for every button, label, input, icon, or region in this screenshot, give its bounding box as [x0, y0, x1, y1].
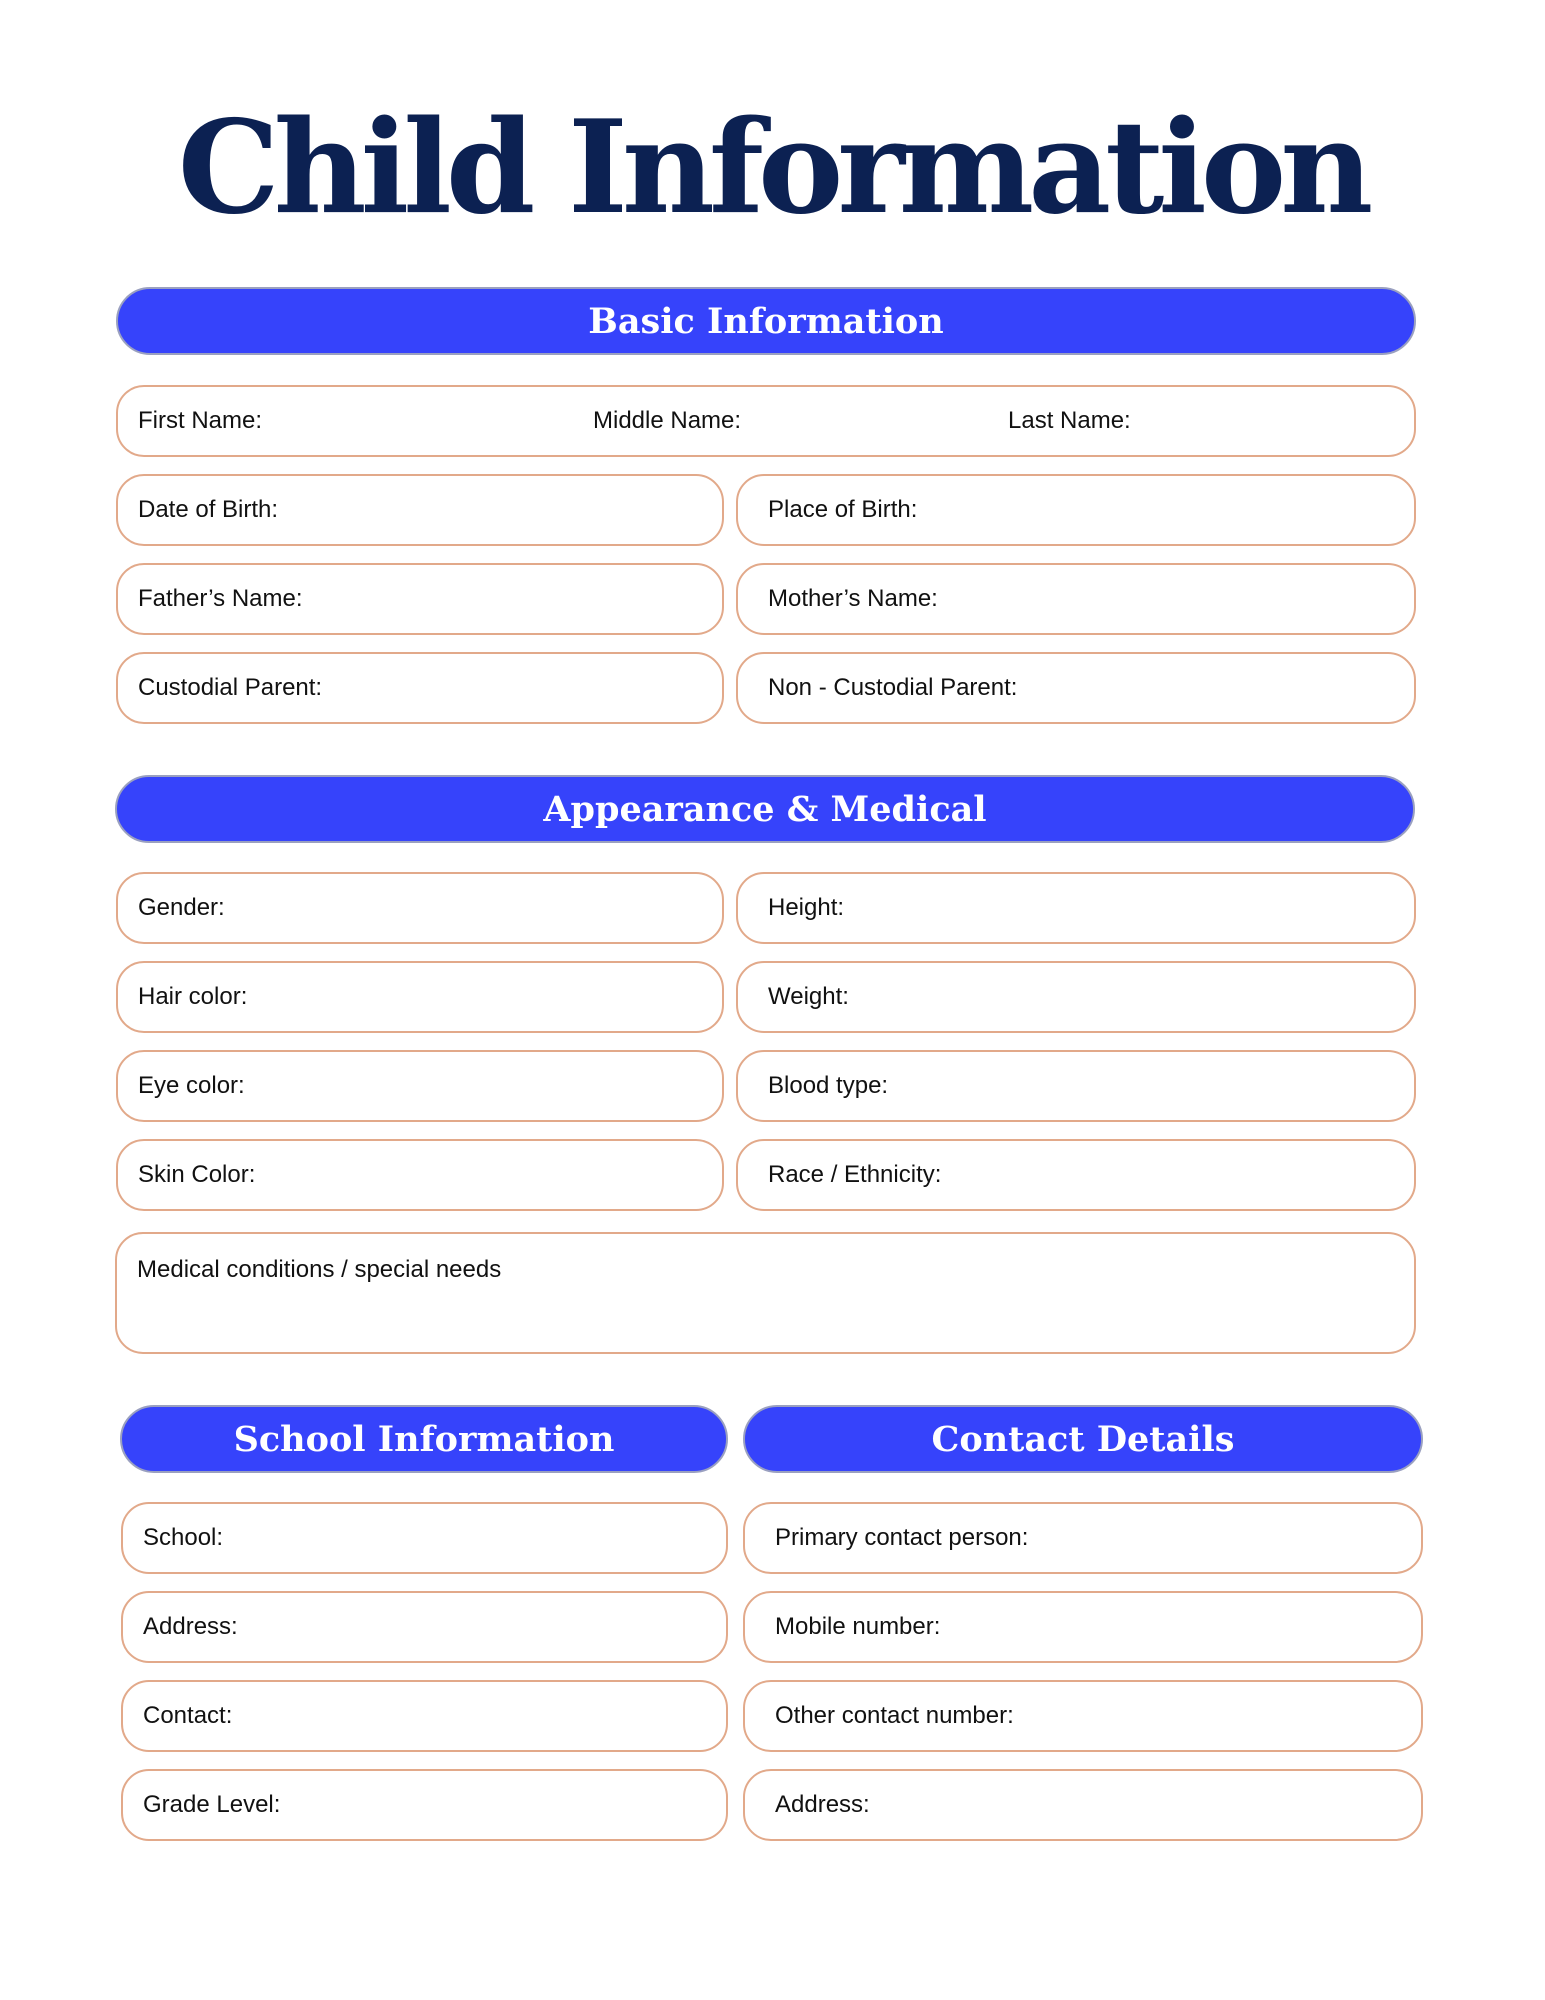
- eye-color-field[interactable]: [116, 1050, 724, 1122]
- weight-label: Weight:: [768, 983, 849, 1010]
- place-of-birth-label: Place of Birth:: [768, 496, 918, 523]
- date-of-birth-label: Date of Birth:: [138, 496, 279, 523]
- school-address-label: Address:: [143, 1613, 238, 1640]
- non-custodial-parent-field[interactable]: [736, 652, 1416, 724]
- school-label: School:: [143, 1524, 224, 1551]
- contact-address-label: Address:: [775, 1791, 870, 1818]
- section-header-appearance-medical: Appearance & Medical: [115, 775, 1415, 843]
- first-name-label: First Name:: [138, 407, 263, 434]
- place-of-birth-field[interactable]: [736, 474, 1416, 546]
- custodial-parent-label: Custodial Parent:: [138, 674, 323, 701]
- other-contact-number-field[interactable]: [743, 1680, 1423, 1752]
- mothers-name-label: Mother’s Name:: [768, 585, 938, 612]
- fathers-name-field[interactable]: [116, 563, 724, 635]
- medical-conditions-field[interactable]: [115, 1232, 1416, 1354]
- height-field[interactable]: [736, 872, 1416, 944]
- section-header-basic-information: Basic Information: [116, 287, 1416, 355]
- primary-contact-field[interactable]: [743, 1502, 1423, 1574]
- weight-field[interactable]: [736, 961, 1416, 1033]
- contact-address-field[interactable]: [743, 1769, 1423, 1841]
- last-name-label: Last Name:: [1008, 407, 1131, 434]
- medical-conditions-label: Medical conditions / special needs: [137, 1256, 502, 1283]
- gender-label: Gender:: [138, 894, 225, 921]
- blood-type-label: Blood type:: [768, 1072, 889, 1099]
- school-field[interactable]: [121, 1502, 728, 1574]
- hair-color-label: Hair color:: [138, 983, 248, 1010]
- gender-field[interactable]: [116, 872, 724, 944]
- middle-name-label: Middle Name:: [593, 407, 742, 434]
- eye-color-label: Eye color:: [138, 1072, 245, 1099]
- non-custodial-parent-label: Non - Custodial Parent:: [768, 674, 1018, 701]
- mothers-name-field[interactable]: [736, 563, 1416, 635]
- skin-color-label: Skin Color:: [138, 1161, 256, 1188]
- other-contact-number-label: Other contact number:: [775, 1702, 1014, 1729]
- grade-level-label: Grade Level:: [143, 1791, 281, 1818]
- mobile-number-field[interactable]: [743, 1591, 1423, 1663]
- hair-color-field[interactable]: [116, 961, 724, 1033]
- section-header-school-information: School Information: [120, 1405, 728, 1473]
- skin-color-field[interactable]: [116, 1139, 724, 1211]
- grade-level-field[interactable]: [121, 1769, 728, 1841]
- custodial-parent-field[interactable]: [116, 652, 724, 724]
- primary-contact-label: Primary contact person:: [775, 1524, 1029, 1551]
- mobile-number-label: Mobile number:: [775, 1613, 941, 1640]
- school-contact-field[interactable]: [121, 1680, 728, 1752]
- race-ethnicity-label: Race / Ethnicity:: [768, 1161, 942, 1188]
- name-field-row[interactable]: [116, 385, 1416, 457]
- school-address-field[interactable]: [121, 1591, 728, 1663]
- height-label: Height:: [768, 894, 845, 921]
- date-of-birth-field[interactable]: [116, 474, 724, 546]
- blood-type-field[interactable]: [736, 1050, 1416, 1122]
- fathers-name-label: Father’s Name:: [138, 585, 303, 612]
- section-header-contact-details: Contact Details: [743, 1405, 1423, 1473]
- school-contact-label: Contact:: [143, 1702, 233, 1729]
- race-ethnicity-field[interactable]: [736, 1139, 1416, 1211]
- page-title: Child Information: [177, 93, 1368, 243]
